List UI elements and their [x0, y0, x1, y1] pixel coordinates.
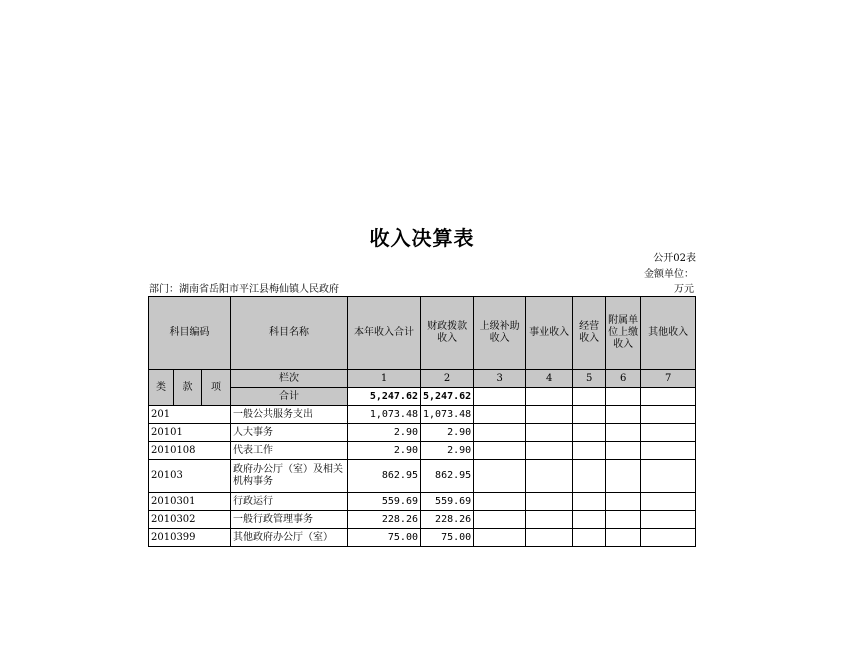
table-row: [149, 493, 696, 511]
total-fiscal: 5,247.62: [421, 388, 474, 406]
row-name: 其他政府办公厅（室）: [231, 529, 348, 547]
row-name: 行政运行: [231, 493, 348, 511]
row-fiscal: 559.69: [421, 493, 474, 511]
amount-unit-label: 金额单位：: [644, 269, 694, 280]
row-name: 人大事务: [231, 424, 348, 442]
row-name: 一般行政管理事务: [231, 511, 348, 529]
row-fiscal: 2.90: [421, 424, 474, 442]
header-item: 项: [202, 370, 231, 406]
col-number: 4: [526, 370, 573, 388]
header-row-index: 栏次: [231, 370, 348, 388]
amount-unit-value: 万元: [674, 284, 694, 295]
table-row: [149, 511, 696, 529]
row-total: 559.69: [348, 493, 421, 511]
row-code: 2010108: [149, 442, 231, 460]
income-table: [148, 296, 696, 547]
header-operating: 经营收入: [573, 297, 606, 370]
row-name: 政府办公厅（室）及相关机构事务: [231, 460, 348, 493]
row-code: 2010301: [149, 493, 231, 511]
row-name: 一般公共服务支出: [231, 406, 348, 424]
table-row: [149, 406, 696, 424]
row-fiscal: 1,073.48: [421, 406, 474, 424]
header-name: 科目名称: [231, 297, 348, 370]
form-number: 公开02表: [653, 253, 696, 264]
table-row: [149, 424, 696, 442]
header-code: 科目编码: [149, 297, 231, 370]
row-fiscal: 228.26: [421, 511, 474, 529]
table-row: [149, 460, 696, 493]
header-class: 类: [149, 370, 174, 406]
header-total: 本年收入合计: [348, 297, 421, 370]
row-fiscal: 2.90: [421, 442, 474, 460]
row-total: 228.26: [348, 511, 421, 529]
total-amount: 5,247.62: [348, 388, 421, 406]
row-code: 2010399: [149, 529, 231, 547]
row-code: 20103: [149, 460, 231, 493]
row-total: 2.90: [348, 424, 421, 442]
page-title: 收入决算表: [369, 226, 475, 250]
row-fiscal: 75.00: [421, 529, 474, 547]
row-total: 2.90: [348, 442, 421, 460]
row-code: 20101: [149, 424, 231, 442]
table-row: [149, 442, 696, 460]
header-section: 款: [174, 370, 202, 406]
col-number: 5: [573, 370, 606, 388]
row-code: 201: [149, 406, 231, 424]
row-fiscal: 862.95: [421, 460, 474, 493]
row-total: 1,073.48: [348, 406, 421, 424]
header-other: 其他收入: [641, 297, 696, 370]
total-row: [149, 388, 696, 406]
header-subsidy: 上级补助收入: [474, 297, 526, 370]
col-number: 6: [606, 370, 641, 388]
header-affiliated: 附属单位上缴收入: [606, 297, 641, 370]
department-label: 部门：湖南省岳阳市平江县梅仙镇人民政府: [149, 284, 339, 295]
header-business: 事业收入: [526, 297, 573, 370]
table-row: [149, 529, 696, 547]
header-fiscal: 财政拨款收入: [421, 297, 474, 370]
col-number: 1: [348, 370, 421, 388]
col-number: 7: [641, 370, 696, 388]
row-code: 2010302: [149, 511, 231, 529]
row-total: 862.95: [348, 460, 421, 493]
total-label: 合计: [231, 388, 348, 406]
col-number: 3: [474, 370, 526, 388]
row-total: 75.00: [348, 529, 421, 547]
row-name: 代表工作: [231, 442, 348, 460]
col-number: 2: [421, 370, 474, 388]
